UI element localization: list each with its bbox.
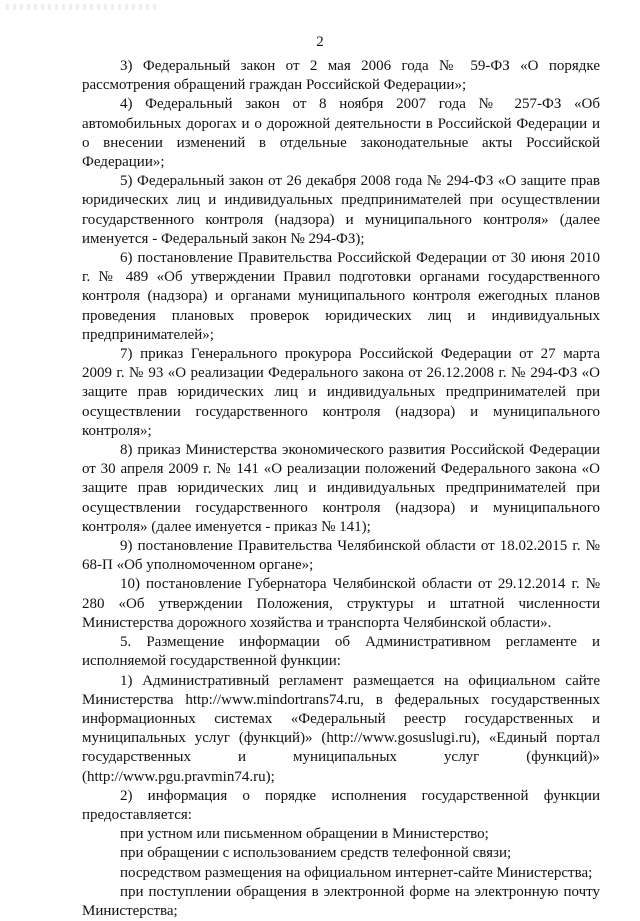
paragraph-law-59fz: 3) Федеральный закон от 2 мая 2006 года № 59-ФЗ «О порядке рассмотрения обращений граждан Российской Федерации»; xyxy=(82,58,600,94)
list-item-telephone: при обращении с использованием средств телефонной связи; xyxy=(120,845,512,862)
paragraph-resolution-489: 6) постановление Правительства Российской Федерации от 30 июня 2010 г. № 489 «Об утверждении Правил подготовки органами государственного контроля (надзора) и органами муниципального контроля ежегодных планов проведения плановых проверок юридических лиц и индивидуальных предпринимателей»; xyxy=(82,250,600,343)
section-heading-information: 5. Размещение информации об Административном регламенте и исполняемой государственной функции: xyxy=(82,634,600,670)
paragraph-resolution-68p: 9) постановление Правительства Челябинской области от 18.02.2015 г. № 68-П «Об уполномоченном органе»; xyxy=(82,538,600,574)
page-number: 2 xyxy=(316,34,324,50)
document-body xyxy=(82,57,600,921)
paragraph-information-provided: 2) информация о порядке исполнения государственной функции предоставляется: xyxy=(82,787,600,823)
list-item-email: при поступлении обращения в электронной форме на электронную почту Министерства; xyxy=(82,883,600,919)
list-item-website: посредством размещения на официальном интернет-сайте Министерства; xyxy=(120,864,593,881)
paragraph-order-141: 8) приказ Министерства экономического развития Российской Федерации от 30 апреля 2009 г. № 141 «О реализации положений Федерального закона «О защите прав юридических лиц и индивидуальных предпринимателей при осуществлении государственного контроля (надзора) и муниципального контроля» (далее именуется - приказ № 141); xyxy=(82,442,600,535)
list-item-oral-written: при устном или письменном обращении в Министерство; xyxy=(120,826,489,843)
paragraph-law-257fz: 4) Федеральный закон от 8 ноября 2007 года № 257-ФЗ «Об автомобильных дорогах и о дорожной деятельности в Российской Федерации и о внесении изменений в отдельные законодательные акты Российской Федерации»; xyxy=(82,96,600,171)
scan-artifact xyxy=(6,4,156,10)
paragraph-publication-sites: 1) Административный регламент размещается на официальном сайте Министерства http://www.mindortrans74.ru, в федеральных государственных информационных системах «Федеральный реестр государственных и муниципальных услуг (функций)» (http://www.gosuslugi.ru), «Единый портал государственных и муниципальных услуг (функций)» (http://www.pgu.pravmin74.ru); xyxy=(82,672,600,785)
paragraph-law-294fz: 5) Федеральный закон от 26 декабря 2008 года № 294-ФЗ «О защите прав юридических лиц и индивидуальных предпринимателей при осуществлении государственного контроля (надзора) и муниципального контроля» (далее именуется - Федеральный закон № 294-ФЗ); xyxy=(82,173,600,247)
paragraph-resolution-280: 10) постановление Губернатора Челябинской области от 29.12.2014 г. № 280 «Об утверждении Положения, структуры и штатной численности Министерства дорожного хозяйства и транспорта Челябинской области». xyxy=(82,576,600,631)
paragraph-order-93: 7) приказ Генерального прокурора Российской Федерации от 27 марта 2009 г. № 93 «О реализации Федерального закона от 26.12.2008 г. № 294-ФЗ «О защите прав юридических лиц и индивидуальных предпринимателей при осуществлении государственного контроля (надзора) и муниципального контроля»; xyxy=(82,346,600,439)
